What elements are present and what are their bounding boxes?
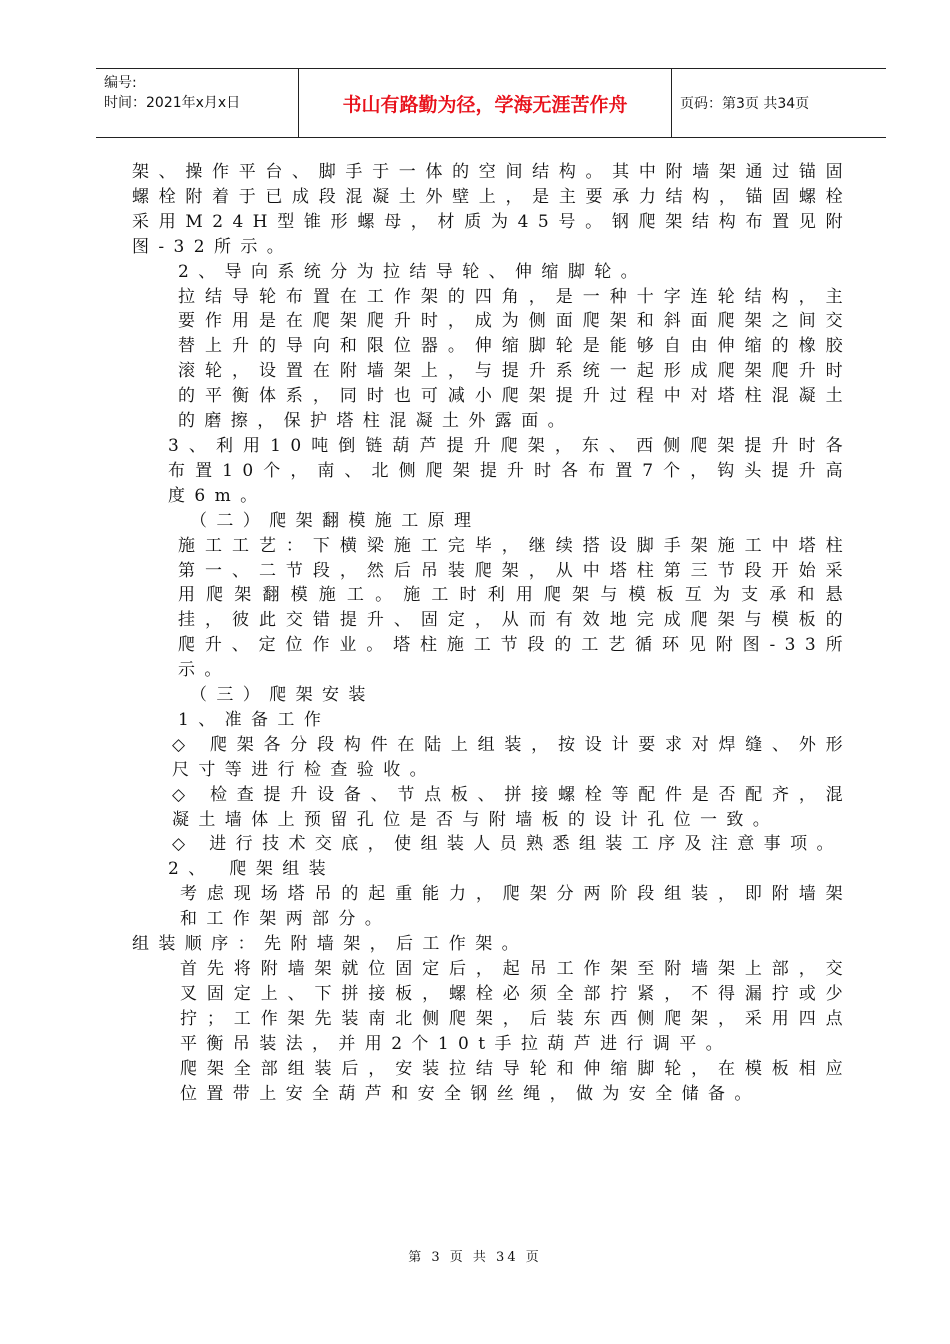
paragraph: 3、利用10吨倒链葫芦提升爬架，东、西侧爬架提升时各布置10个，南、北侧爬架提升时各布置7个，钩头提升高度6m。 [168,435,852,506]
section-heading: （二）爬架翻模施工原理 [190,510,481,531]
number-label: 编号: [104,75,137,91]
section-heading: （三）爬架安装 [190,685,375,706]
header-meta-cell [96,69,299,137]
bullet-item: ◇ 进行技术交底，使组装人员熟悉组装工序及注意事项。 [172,834,843,855]
subsection-heading: 2、 爬架组装 [168,859,336,880]
header-page-label: 页码：第3页 共34页 [680,96,810,112]
paragraph: 施工工艺：下横梁施工完毕，继续搭设脚手架施工中塔柱第一、二节段，然后吊装爬架，从中塔柱第三节段开始采用爬架翻模施工。施工时利用爬架与模板互为支承和悬挂，彼此交错提升、固定，从而有效地完成爬架与模板的爬升、定位作业。塔柱施工节段的工艺循环见附图-33所示。 [178,535,852,681]
document-body [132,160,852,1106]
header-table [96,68,886,138]
paragraph: 拉结导轮布置在工作架的四角，是一种十字连轮结构，主要作用是在爬架爬升时，成为侧面爬架和斜面爬架之间交替上升的导向和限位器。伸缩脚轮是能够自由伸缩的橡胶滚轮，设置在附墙架上，与提升系统一起形成爬架爬升时的平衡体系，同时也可减小爬架提升过程中对塔柱混凝土的磨擦，保护塔柱混凝土外露面。 [178,286,852,432]
paragraph: 组装顺序：先附墙架，后工作架。 [132,934,528,955]
paragraph: 爬架全部组装后，安装拉结导轮和伸缩脚轮，在模板相应位置带上安全葫芦和安全钢丝绳，做为安全储备。 [180,1058,852,1104]
time-label: 时间：2021年x月x日 [104,95,241,111]
paragraph: 首先将附墙架就位固定后，起吊工作架至附墙架上部，交叉固定上、下拼接板，螺栓必须全部拧紧，不得漏拧或少拧；工作架先装南北侧爬架，后装东西侧爬架，采用四点平衡吊装法，并用2个10t手拉葫芦进行调平。 [180,959,852,1054]
subsection-heading: 1、准备工作 [178,709,331,730]
bullet-item: ◇ 检查提升设备、节点板、拼接螺栓等配件是否配齐，混凝土墙体上预留孔位是否与附墙板的设计孔位一致。 [172,784,852,830]
paragraph: 2、导向系统分为拉结导轮、伸缩脚轮。 [178,261,648,282]
paragraph: 架、操作平台、脚手于一体的空间结构。其中附墙架通过锚固螺栓附着于已成段混凝土外壁上，是主要承力结构，锚固螺栓采用M24H型锥形螺母，材质为45号。钢爬架结构布置见附图-32所示。 [132,162,852,257]
page-footer: 第 3 页 共 34 页 [408,1250,542,1265]
header-motto: 书山有路勤为径，学海无涯苦作舟 [299,69,672,137]
bullet-item: ◇ 爬架各分段构件在陆上组装，按设计要求对焊缝、外形尺寸等进行检查验收。 [172,734,852,780]
paragraph: 考虑现场塔吊的起重能力，爬架分两阶段组装，即附墙架和工作架两部分。 [180,884,852,930]
